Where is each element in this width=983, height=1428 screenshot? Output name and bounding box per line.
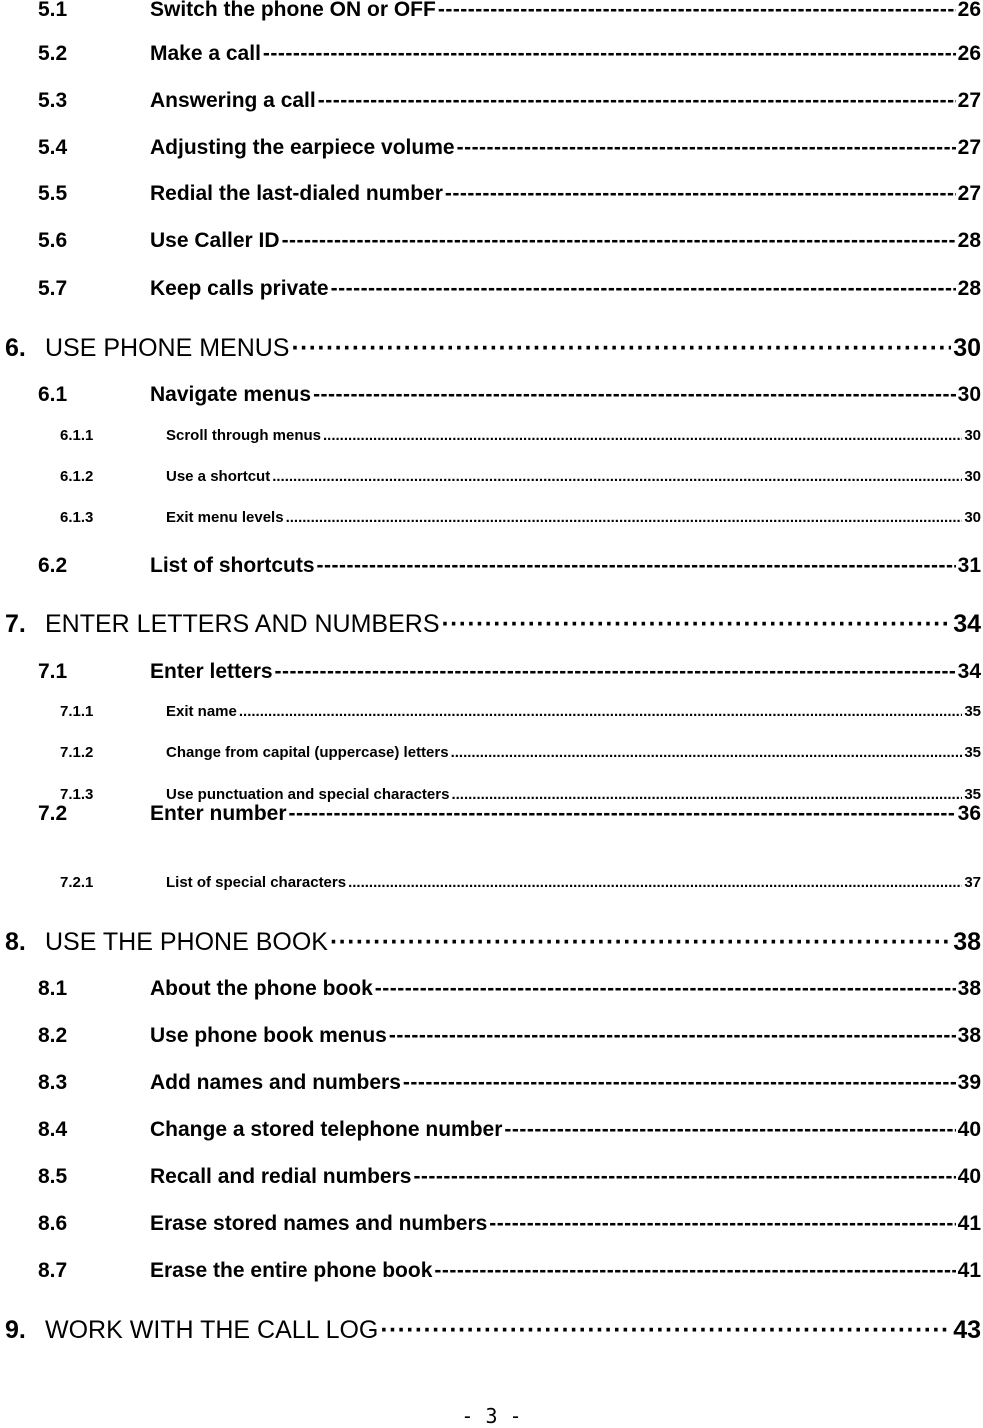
toc-chapter-title: USE THE PHONE BOOK — [45, 928, 328, 956]
toc-chapter-page: 38 — [953, 928, 981, 956]
toc-subentry-title: Use a shortcut — [166, 468, 271, 485]
toc-chapter-page: 30 — [953, 334, 981, 362]
toc-entry-number: 5.4 — [38, 136, 68, 159]
toc-entry-title: About the phone book — [150, 977, 373, 1000]
toc-entry-page: 41 — [957, 1212, 981, 1235]
toc-entry-number: 6.2 — [38, 554, 68, 577]
toc-entry-page: 41 — [957, 1259, 981, 1282]
toc-subentry-number: 6.1.2 — [60, 468, 94, 485]
toc-leader — [330, 928, 951, 957]
toc-subentry-number: 6.1.1 — [60, 427, 94, 444]
toc-entry[interactable] — [38, 383, 981, 411]
toc-subentry[interactable] — [60, 874, 981, 896]
toc-leader — [413, 1165, 955, 1189]
toc-leader — [239, 703, 962, 720]
toc-subentry-page: 35 — [964, 744, 981, 761]
toc-entry[interactable] — [38, 1259, 981, 1287]
toc-entry-number: 6.1 — [38, 383, 68, 406]
toc-entry-page: 34 — [957, 660, 981, 683]
toc-leader — [504, 1118, 955, 1142]
toc-chapter-title: WORK WITH THE CALL LOG — [45, 1316, 379, 1344]
toc-entry-number: 5.3 — [38, 89, 68, 112]
toc-entry-page: 39 — [957, 1071, 981, 1094]
toc-entry-number: 8.4 — [38, 1118, 68, 1141]
toc-entry[interactable] — [38, 136, 981, 164]
toc-chapter-number: 8. — [5, 928, 26, 956]
toc-entry-number: 5.1 — [38, 0, 68, 21]
toc-entry-title: Switch the phone ON or OFF — [150, 0, 436, 21]
toc-entry-title: Use Caller ID — [150, 229, 280, 252]
toc-chapter-title: ENTER LETTERS AND NUMBERS — [45, 610, 440, 638]
toc-entry[interactable] — [38, 1165, 981, 1193]
toc-entry[interactable] — [38, 182, 981, 210]
toc-subentry-page: 35 — [964, 703, 981, 720]
toc-leader — [323, 427, 962, 444]
toc-leader — [451, 786, 962, 803]
toc-entry[interactable] — [38, 1118, 981, 1146]
toc-entry-number: 8.7 — [38, 1259, 68, 1282]
toc-chapter-number: 6. — [5, 334, 26, 362]
page-number-footer: - 3 - — [461, 1404, 522, 1428]
toc-entry-title: Navigate menus — [150, 383, 312, 406]
toc-subentry-number: 7.2.1 — [60, 874, 94, 891]
toc-entry-title: Adjusting the earpiece volume — [150, 136, 455, 159]
toc-entry-number: 5.6 — [38, 229, 68, 252]
toc-subentry-title: Scroll through menus — [166, 427, 322, 444]
toc-entry-title: Keep calls private — [150, 277, 329, 300]
toc-entry-page: 36 — [957, 802, 981, 825]
toc-entry-page: 40 — [957, 1165, 981, 1188]
toc-entry-page: 38 — [957, 1024, 981, 1047]
toc-leader — [451, 744, 963, 761]
toc-entry[interactable] — [38, 0, 981, 26]
toc-subentry-page: 35 — [964, 786, 981, 803]
toc-entry-page: 31 — [957, 554, 981, 577]
toc-entry[interactable] — [38, 229, 981, 257]
toc-entry-number: 5.5 — [38, 182, 68, 205]
toc-entry-page: 27 — [957, 182, 981, 205]
toc-subentry-page: 37 — [964, 874, 981, 891]
toc-subentry[interactable] — [60, 744, 981, 766]
toc-entry-title: Use phone book menus — [150, 1024, 387, 1047]
toc-entry[interactable] — [38, 802, 981, 830]
toc-subentry-page: 30 — [964, 509, 981, 526]
toc-entry-page: 30 — [957, 383, 981, 406]
toc-subentry-title: Exit name — [166, 703, 237, 720]
toc-subentry-number: 7.1.1 — [60, 703, 94, 720]
toc-leader — [348, 874, 962, 891]
toc-subentry-number: 7.1.2 — [60, 744, 94, 761]
toc-chapter[interactable] — [5, 1316, 981, 1350]
toc-entry-page: 40 — [957, 1118, 981, 1141]
toc-chapter[interactable] — [5, 334, 981, 368]
toc-entry-title: Redial the last-dialed number — [150, 182, 443, 205]
toc-entry[interactable] — [38, 1071, 981, 1099]
toc-subentry[interactable] — [60, 468, 981, 490]
toc-chapter-title: USE PHONE MENUS — [45, 334, 290, 362]
toc-entry-title: Erase stored names and numbers — [150, 1212, 488, 1235]
toc-entry[interactable] — [38, 660, 981, 688]
toc-entry-title: Add names and numbers — [150, 1071, 401, 1094]
toc-leader — [313, 383, 956, 407]
toc-chapter-number: 9. — [5, 1316, 26, 1344]
toc-entry-number: 8.2 — [38, 1024, 68, 1047]
toc-entry-page: 28 — [957, 229, 981, 252]
toc-leader — [457, 136, 956, 160]
toc-entry[interactable] — [38, 277, 981, 305]
toc-leader — [445, 182, 956, 206]
toc-entry-number: 7.1 — [38, 660, 68, 683]
toc-entry-number: 8.1 — [38, 977, 68, 1000]
toc-leader — [275, 660, 956, 684]
toc-leader — [434, 1259, 955, 1283]
toc-entry[interactable] — [38, 977, 981, 1005]
toc-leader — [489, 1212, 955, 1236]
toc-chapter[interactable] — [5, 610, 981, 644]
toc-entry-page: 27 — [957, 89, 981, 112]
toc-subentry-number: 7.1.3 — [60, 786, 94, 803]
toc-chapter-page: 43 — [953, 1316, 981, 1344]
toc-subentry[interactable] — [60, 509, 981, 531]
toc-leader — [438, 0, 956, 22]
toc-entry-title: Recall and redial numbers — [150, 1165, 412, 1188]
toc-entry-page: 26 — [957, 0, 981, 21]
toc-leader — [272, 468, 962, 485]
toc-leader — [380, 1316, 951, 1345]
toc-subentry-title: Use punctuation and special characters — [166, 786, 450, 803]
toc-entry-page: 27 — [957, 136, 981, 159]
toc-entry[interactable] — [38, 554, 981, 582]
toc-leader — [318, 89, 956, 113]
toc-leader — [403, 1071, 956, 1095]
toc-entry-title: Erase the entire phone book — [150, 1259, 433, 1282]
toc-chapter[interactable] — [5, 928, 981, 962]
toc-leader — [317, 554, 956, 578]
toc-entry-number: 5.7 — [38, 277, 68, 300]
toc-entry[interactable] — [38, 89, 981, 117]
toc-entry-title: Change a stored telephone number — [150, 1118, 503, 1141]
toc-leader — [263, 42, 956, 66]
toc-entry-title: Enter number — [150, 802, 287, 825]
toc-entry-page: 28 — [957, 277, 981, 300]
toc-leader — [389, 1024, 956, 1048]
toc-entry-title: List of shortcuts — [150, 554, 315, 577]
toc-subentry-title: Change from capital (uppercase) letters — [166, 744, 449, 761]
toc-entry-number: 8.5 — [38, 1165, 68, 1188]
toc-subentry-title: Exit menu levels — [166, 509, 284, 526]
toc-subentry[interactable] — [60, 703, 981, 725]
toc-chapter-number: 7. — [5, 610, 26, 638]
toc-entry-title: Answering a call — [150, 89, 316, 112]
toc-entry-title: Make a call — [150, 42, 261, 65]
toc-entry-number: 7.2 — [38, 802, 68, 825]
toc-subentry-page: 30 — [964, 468, 981, 485]
toc-leader — [375, 977, 956, 1001]
toc-leader — [291, 334, 951, 363]
toc-entry[interactable] — [38, 1212, 981, 1240]
toc-entry-number: 8.6 — [38, 1212, 68, 1235]
toc-entry-page: 38 — [957, 977, 981, 1000]
toc-leader — [286, 509, 963, 526]
toc-entry[interactable] — [38, 42, 981, 70]
toc-entry-page: 26 — [957, 42, 981, 65]
toc-subentry-title: List of special characters — [166, 874, 347, 891]
toc-leader — [442, 610, 952, 639]
toc-subentry[interactable] — [60, 427, 981, 449]
toc-entry-number: 8.3 — [38, 1071, 68, 1094]
toc-chapter-page: 34 — [953, 610, 981, 638]
toc-leader — [289, 802, 956, 826]
toc-leader — [331, 277, 956, 301]
toc-entry-title: Enter letters — [150, 660, 273, 683]
toc-leader — [282, 229, 956, 253]
toc-subentry-number: 6.1.3 — [60, 509, 94, 526]
toc-subentry-page: 30 — [964, 427, 981, 444]
toc-entry[interactable] — [38, 1024, 981, 1052]
toc-entry-number: 5.2 — [38, 42, 68, 65]
